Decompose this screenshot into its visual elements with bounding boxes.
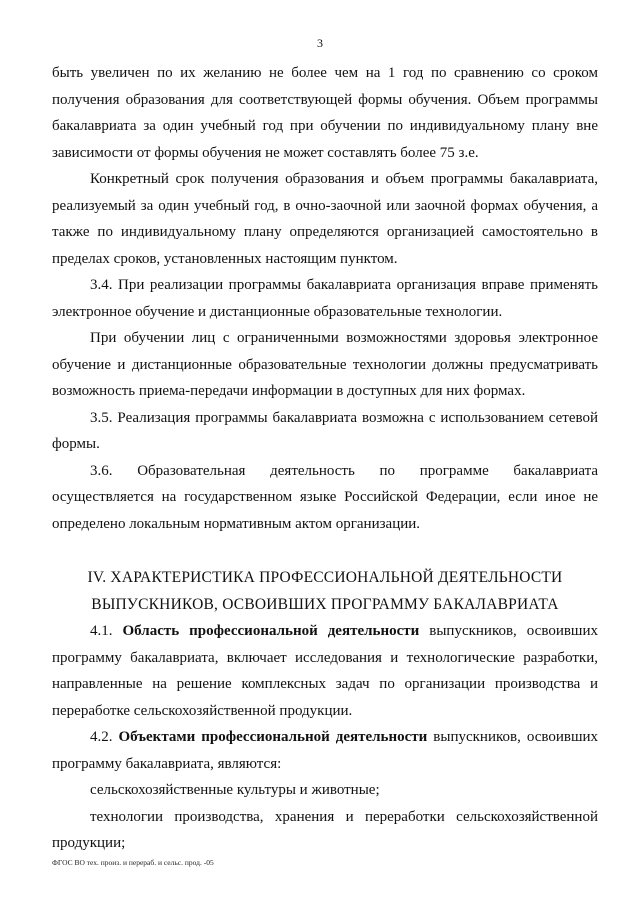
paragraph-3-6: 3.6. Образовательная деятельность по программе бакалавриата осуществляется на государственном языке Российской Федерации, если иное не определено локальным нормативным актом организации. [52, 462, 598, 532]
section-heading-line1: IV. ХАРАКТЕРИСТИКА ПРОФЕССИОНАЛЬНОЙ ДЕЯТЕЛЬНОСТИ [87, 569, 563, 586]
clause-text: выпускников, освоивших программу бакалавриата, включает исследования и технологические разработки, направленные на решение комплексных задач по организации производства и переработке сельскохозяйственной продукции. [52, 623, 599, 719]
paragraph-continuation: быть увеличен по их желанию не более чем на 1 год по сравнению со сроком получения образования для соответствующей формы обучения. Объем программы бакалавриата за один учебный год при обучении по индивидуальному плану вне зависимости от формы обучения не может составлять более 75 з.е. [52, 65, 598, 161]
section-heading-line2: ВЫПУСКНИКОВ, ОСВОИВШИХ ПРОГРАММУ БАКАЛАВРИАТА [91, 595, 559, 613]
paragraph-3-5: 3.5. Реализация программы бакалавриата возможна с использованием сетевой формы. [52, 409, 598, 452]
footer-note: ФГОС ВО тех. произ. и перераб. и сельс. прод. -05 [52, 858, 214, 867]
clause-number: 4.2. [90, 729, 113, 745]
paragraph-disabilities: При обучении лиц с ограниченными возможностями здоровья электронное обучение и дистанционные образовательные технологии должны предусматривать возможность приема-передачи информации в доступных для них формах. [52, 330, 598, 399]
document-body [52, 60, 598, 857]
paragraph-duration: Конкретный срок получения образования и объем программы бакалавриата, реализуемый за один учебный год, в очно-заочной или заочной формах обучения, а также по индивидуальному плану определяются организацией самостоятельно в пределах сроков, установленных настоящим пунктом. [52, 171, 598, 267]
clause-text: выпускников, освоивших программу бакалавриата, являются: [52, 729, 599, 772]
paragraph-4-1 [52, 618, 598, 724]
term-bold: Объектами профессиональной деятельности [118, 729, 428, 745]
paragraph-3-4: 3.4. При реализации программы бакалавриата организация вправе применять электронное обучение и дистанционные образовательные технологии. [52, 277, 598, 320]
list-item: технологии производства, хранения и переработки сельскохозяйственной продукции; [52, 808, 598, 851]
clause-number: 4.1. [90, 623, 113, 639]
term-bold: Область профессиональной деятельности [122, 623, 420, 639]
page-number: 3 [317, 36, 323, 50]
paragraph-4-2 [52, 724, 598, 777]
list-item: сельскохозяйственные культуры и животные; [90, 782, 380, 798]
